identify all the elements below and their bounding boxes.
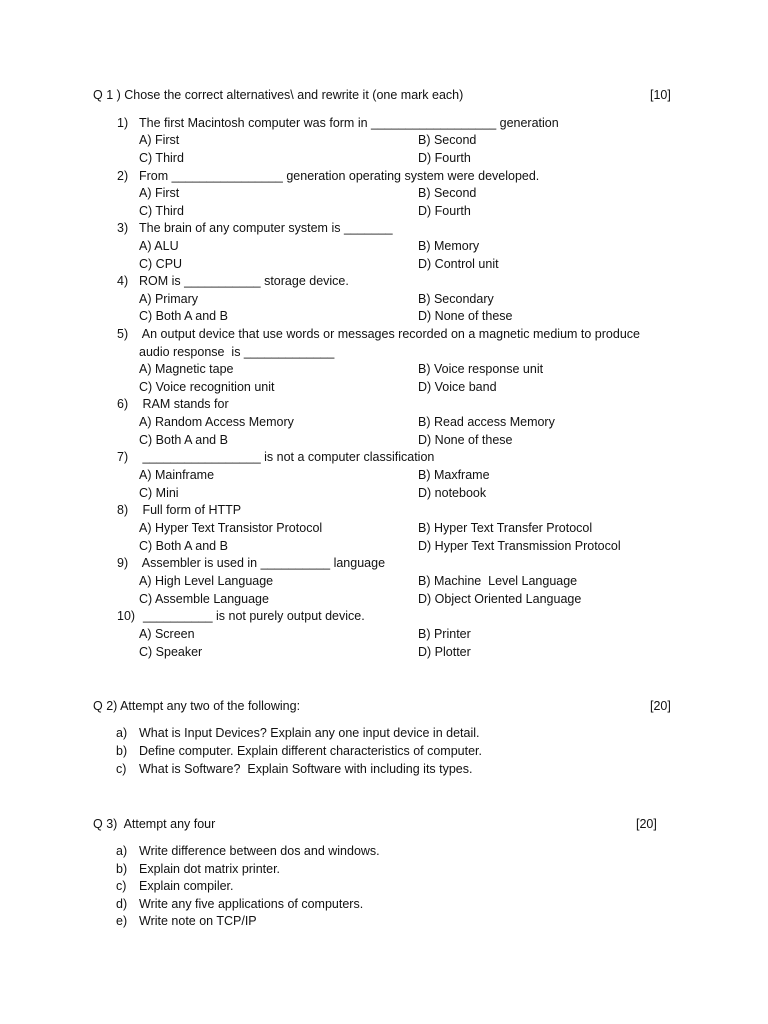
question-number: 9): [117, 556, 129, 570]
question-stem: __________ is not purely output device.: [143, 609, 365, 623]
question-number: 6): [117, 397, 129, 411]
option-c: C) Speaker: [139, 645, 203, 659]
question-stem: _________________ is not a computer classification: [139, 450, 435, 464]
q1-marks: [10]: [650, 88, 671, 102]
option-a: A) Primary: [139, 292, 199, 306]
option-a: A) Screen: [139, 627, 195, 641]
option-d: D) Hyper Text Transmission Protocol: [418, 539, 621, 553]
option-c: C) CPU: [139, 257, 183, 271]
q2-marks: [20]: [650, 699, 671, 713]
option-c: C) Both A and B: [139, 309, 228, 323]
subquestion-label: c): [116, 762, 127, 776]
option-b: B) Second: [418, 186, 477, 200]
subquestion-text: Define computer. Explain different characteristics of computer.: [139, 744, 482, 758]
option-b: B) Voice response unit: [418, 362, 544, 376]
subquestion-text: What is Input Devices? Explain any one input device in detail.: [139, 726, 480, 740]
option-a: A) First: [139, 186, 180, 200]
subquestion-text: Explain dot matrix printer.: [139, 862, 281, 876]
option-a: A) High Level Language: [139, 574, 274, 588]
option-d: D) Control unit: [418, 257, 499, 271]
question-stem: The first Macintosh computer was form in __________________ generation: [139, 116, 559, 130]
option-a: A) Mainframe: [139, 468, 215, 482]
option-d: D) Fourth: [418, 151, 471, 165]
q1-title: Q 1 ) Chose the correct alternatives\ and rewrite it (one mark each): [93, 88, 464, 102]
option-b: B) Hyper Text Transfer Protocol: [418, 521, 593, 535]
option-b: B) Maxframe: [418, 468, 490, 482]
subquestion-label: a): [116, 726, 128, 740]
question-stem: Full form of HTTP: [139, 503, 242, 517]
question-number: 4): [117, 274, 129, 288]
option-b: B) Printer: [418, 627, 471, 641]
subquestion-text: Write note on TCP/IP: [139, 914, 257, 928]
option-a: A) Magnetic tape: [139, 362, 234, 376]
option-d: D) Object Oriented Language: [418, 592, 582, 606]
option-c: C) Both A and B: [139, 539, 228, 553]
option-c: C) Voice recognition unit: [139, 380, 275, 394]
question-stem: An output device that use words or messages recorded on a magnetic medium to produce: [139, 327, 640, 341]
subquestion-label: b): [116, 862, 128, 876]
subquestion-label: e): [116, 914, 128, 928]
question-number: 5): [117, 327, 129, 341]
question-stem: From ________________ generation operating system were developed.: [139, 169, 540, 183]
question-stem: The brain of any computer system is _______: [139, 221, 393, 235]
question-stem: Assembler is used in __________ language: [139, 556, 386, 570]
option-c: C) Mini: [139, 486, 179, 500]
subquestion-text: What is Software? Explain Software with including its types.: [139, 762, 473, 776]
option-c: C) Third: [139, 204, 184, 218]
question-number: 8): [117, 503, 129, 517]
option-d: D) notebook: [418, 486, 487, 500]
option-d: D) Voice band: [418, 380, 497, 394]
subquestion-label: b): [116, 744, 128, 758]
subquestion-text: Explain compiler.: [139, 879, 234, 893]
option-a: A) Hyper Text Transistor Protocol: [139, 521, 323, 535]
subquestion-text: Write difference between dos and windows.: [139, 844, 380, 858]
option-c: C) Third: [139, 151, 184, 165]
q3-title: Q 3) Attempt any four: [93, 817, 216, 831]
q3-marks: [20]: [636, 817, 657, 831]
question-stem: RAM stands for: [139, 397, 229, 411]
option-d: D) None of these: [418, 309, 513, 323]
option-b: B) Memory: [418, 239, 480, 253]
subquestion-label: d): [116, 897, 128, 911]
option-c: C) Both A and B: [139, 433, 228, 447]
option-b: B) Second: [418, 133, 477, 147]
option-b: B) Read access Memory: [418, 415, 555, 429]
option-d: D) Plotter: [418, 645, 471, 659]
subquestion-label: a): [116, 844, 128, 858]
question-number: 2): [117, 169, 129, 183]
option-d: D) None of these: [418, 433, 513, 447]
option-d: D) Fourth: [418, 204, 471, 218]
option-c: C) Assemble Language: [139, 592, 269, 606]
subquestion-text: Write any five applications of computers.: [139, 897, 364, 911]
question-number: 3): [117, 221, 129, 235]
question-number: 1): [117, 116, 129, 130]
question-stem: ROM is ___________ storage device.: [139, 274, 349, 288]
question-number: 10): [117, 609, 136, 623]
option-a: A) Random Access Memory: [139, 415, 294, 429]
q2-title: Q 2) Attempt any two of the following:: [93, 699, 301, 713]
question-stem-continued: audio response is _____________: [139, 345, 335, 359]
option-a: A) First: [139, 133, 180, 147]
question-number: 7): [117, 450, 129, 464]
option-b: B) Secondary: [418, 292, 494, 306]
option-a: A) ALU: [139, 239, 179, 253]
option-b: B) Machine Level Language: [418, 574, 578, 588]
subquestion-label: c): [116, 879, 127, 893]
